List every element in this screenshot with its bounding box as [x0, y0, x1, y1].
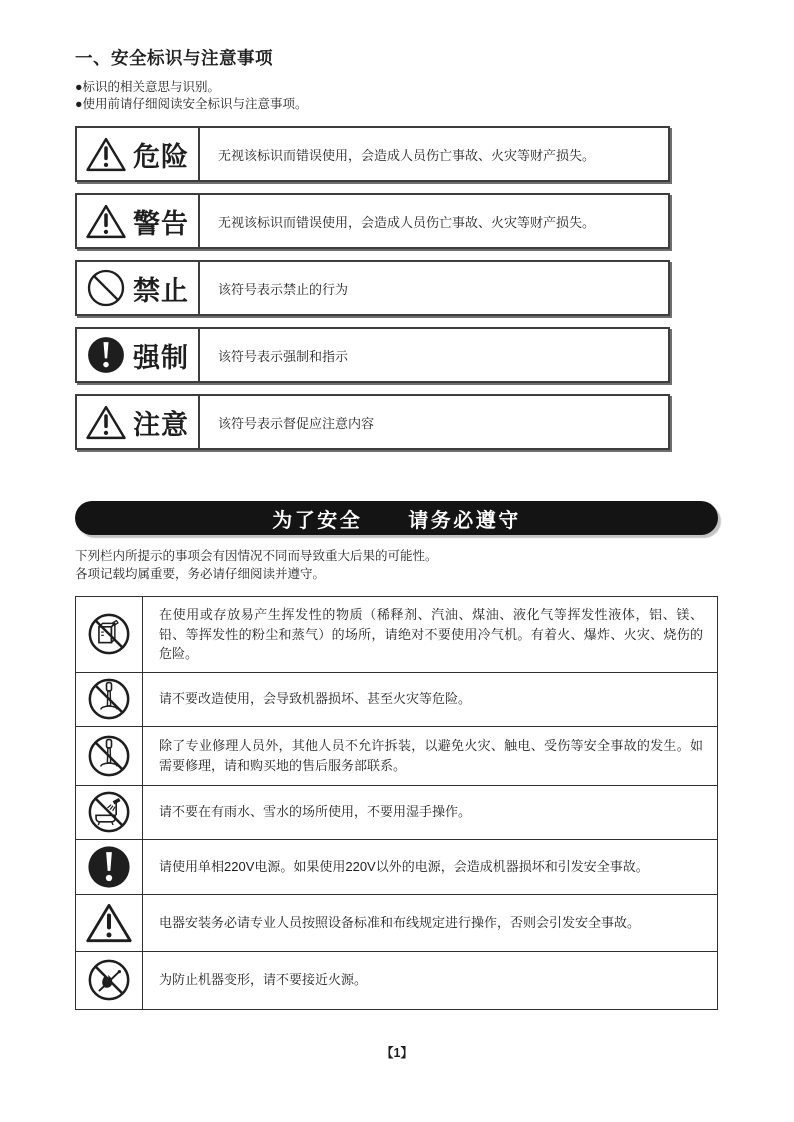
no-water-icon — [86, 789, 132, 835]
sign-description: 该符号表示强制和指示 — [218, 348, 349, 364]
sign-label: 危险 — [133, 141, 189, 172]
mandatory-icon — [86, 335, 126, 375]
rule-icon-cell — [76, 727, 143, 785]
sign-icon-cell — [77, 329, 200, 381]
no-flammables-icon — [86, 611, 132, 657]
mandatory-icon — [86, 844, 132, 890]
rule-row-no-disassembly — [76, 727, 717, 786]
sign-label: 强制 — [133, 342, 189, 373]
safety-rules-table — [75, 596, 718, 1010]
rule-text: 为防止机器变形，请不要接近火源。 — [159, 972, 368, 988]
page-content — [75, 45, 718, 1010]
warning-triangle-icon — [86, 902, 132, 944]
notice-line-1: 下列栏内所提示的事项会有因情况不同而导致重大后果的可能性。 — [75, 549, 438, 563]
rule-row-no-flammables — [76, 597, 717, 673]
rule-text: 请不要在有雨水、雪水的场所使用，不要用湿手操作。 — [159, 804, 472, 820]
sign-label: 警告 — [133, 208, 189, 239]
warning-triangle-icon — [86, 404, 126, 441]
rule-row-professional-install — [76, 895, 717, 952]
sign-description: 该符号表示禁止的行为 — [218, 281, 349, 297]
rule-row-power-supply — [76, 840, 717, 895]
safety-banner — [75, 501, 718, 535]
rule-icon-cell — [76, 786, 143, 839]
page-number: 【1】 — [381, 1046, 413, 1060]
sign-box-warning — [75, 193, 670, 249]
warning-triangle-icon — [86, 203, 126, 240]
sign-label: 禁止 — [133, 275, 189, 306]
sign-legend — [75, 126, 718, 450]
rule-text: 在使用或存放易产生挥发性的物质（稀释剂、汽油、煤油、液化气等挥发性液体，铝、镁、铅、等挥发性的粉尘和蒸气）的场所，请绝对不要使用冷气机。有着火、爆炸、火灾、烧伤的危险。 — [159, 607, 703, 661]
sign-icon-cell — [77, 396, 200, 448]
sign-label: 注意 — [133, 409, 189, 440]
sign-description: 无视该标识而错误使用，会造成人员伤亡事故、火灾等财产损失。 — [218, 147, 596, 163]
sign-box-caution — [75, 394, 670, 450]
rule-text: 除了专业修理人员外，其他人员不允许拆装，以避免火灾、触电、受伤等安全事故的发生。如需要修理，请和购买地的售后服务部联系。 — [159, 738, 703, 773]
rule-text: 请使用单相220V电源。如果使用220V以外的电源，会造成机器损坏和引发安全事故。 — [159, 858, 649, 874]
rule-icon-cell — [76, 952, 143, 1009]
prohibition-icon — [86, 268, 126, 308]
sign-description: 无视该标识而错误使用，会造成人员伤亡事故、火灾等财产损失。 — [218, 214, 596, 230]
sign-box-prohibited — [75, 260, 670, 316]
intro-line-2: ●使用前请仔细阅读安全标识与注意事项。 — [75, 97, 308, 111]
no-disassembly-icon — [86, 676, 132, 722]
sign-description: 该符号表示督促应注意内容 — [218, 415, 375, 431]
no-disassembly-icon — [86, 733, 132, 779]
sign-icon-cell — [77, 195, 200, 247]
rule-icon-cell — [76, 597, 143, 672]
notice-line-2: 各项记载均属重要，务必请仔细阅读并遵守。 — [75, 566, 326, 581]
intro-block — [75, 79, 718, 113]
rule-icon-cell — [76, 673, 143, 726]
rule-text: 请不要改造使用，会导致机器损坏、甚至火灾等危险。 — [159, 691, 472, 707]
sign-icon-cell — [77, 128, 200, 180]
sign-icon-cell — [77, 262, 200, 314]
warning-triangle-icon — [86, 136, 126, 173]
intro-line-1: ●标识的相关意思与识别。 — [75, 80, 221, 94]
no-fire-icon — [86, 957, 132, 1003]
sign-box-mandatory — [75, 327, 670, 383]
rule-row-no-water — [76, 786, 717, 840]
banner-text-left: 为了安全 — [272, 509, 363, 532]
rule-row-no-modification — [76, 673, 717, 727]
banner-text-right: 请务必遵守 — [408, 509, 521, 532]
rule-row-no-fire — [76, 952, 717, 1009]
rule-icon-cell — [76, 895, 143, 951]
rule-text: 电器安装务必请专业人员按照设备标准和布线规定进行操作，否则会引发安全事故。 — [159, 914, 641, 930]
page-title: 一、安全标识与注意事项 — [75, 48, 273, 68]
rule-icon-cell — [76, 840, 143, 894]
sign-box-danger — [75, 126, 670, 182]
notice-block — [75, 548, 718, 583]
